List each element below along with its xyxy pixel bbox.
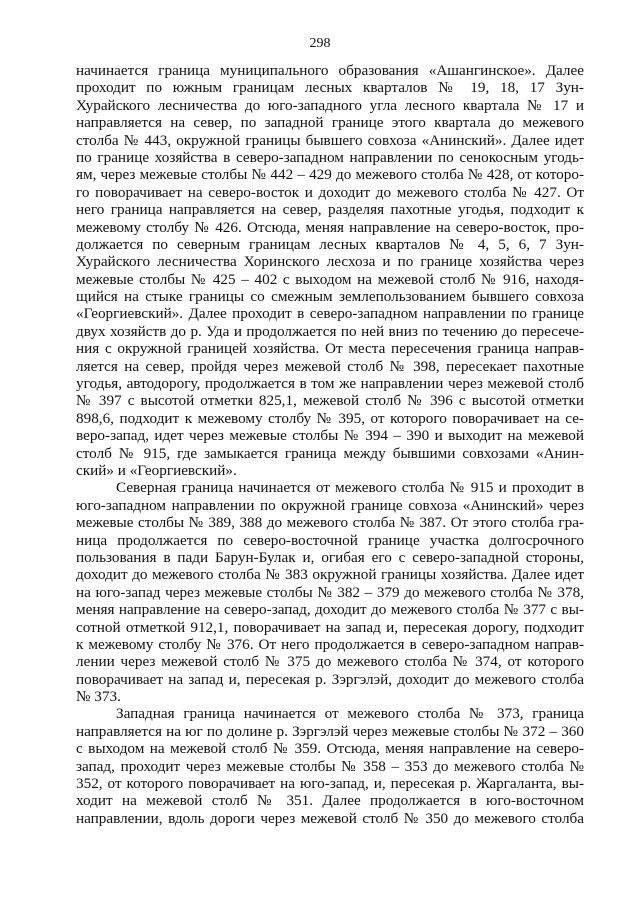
text-line: № 397 с высотой отметки 825,1, межевой столб № 396 с высотой отметки: [76, 392, 584, 410]
text-line: ния с окружной границей хозяйства. От места пересечения граница направ-: [76, 340, 584, 358]
text-line: межевому столбу № 426. Отсюда, меняя направление на северо-восток, про-: [76, 218, 584, 236]
text-line: «Георгиевский». Далее проходит в северо-западном направлении по границе: [76, 305, 584, 323]
text-line: межевые столбы № 425 – 402 с выходом на межевой столб № 916, находя-: [76, 270, 584, 288]
text-line: ходит на межевой столб № 351. Далее продолжается в юго-восточном: [76, 792, 584, 810]
text-line: ница продолжается по северо-восточной границе участка долгосрочного: [76, 531, 584, 549]
text-line: ям, через межевые столбы № 442 – 429 до межевого столба № 428, от которо-: [76, 166, 584, 184]
text-line: столб № 915, где замыкается граница между бывшими совхозами «Анин-: [76, 444, 584, 462]
text-line: начинается граница муниципального образования «Ашангинское». Далее: [76, 62, 584, 79]
text-line: пользования в пади Барун-Булак и, огибая его с северо-западной стороны,: [76, 548, 584, 566]
text-line: угодья, автодорогу, продолжается в том же направлении через межевой столб: [76, 375, 584, 393]
text-line: него граница направляется на север, разделяя пахотные угодья, подходит к: [76, 201, 584, 219]
text-line: веро-запад, идет через межевые столбы № 394 – 390 и выходит на межевой: [76, 427, 584, 445]
text-line: юго-западном направлении по окружной границе совхоза «Анинский» через: [76, 496, 584, 514]
text-line: направляется на север, по западной границе этого квартала до межевого: [76, 114, 584, 132]
text-line: Северная граница начинается от межевого столба № 915 и проходит в: [116, 479, 584, 497]
text-line: направлении, вдоль дороги через межевой столб № 350 до межевого столба: [76, 809, 584, 827]
text-line: проходит по южным границам лесных кварталов № 19, 18, 17 Зун-: [76, 79, 584, 97]
text-line: сотной отметкой 912,1, поворачивает на запад и, пересекая дорогу, подходит: [76, 618, 584, 636]
text-line: на юго-запад через межевые столбы № 382 – 379 до межевого столба № 378,: [76, 583, 584, 601]
text-line: направляется на юг по долине р. Зэргэлэй через межевые столбы № 372 – 360: [76, 722, 584, 740]
text-line: столба № 443, окружной границы бывшего совхоза «Анинский». Далее идет: [76, 131, 584, 149]
text-line: меняя направление на северо-запад, доходит до межевого столба № 377 с вы-: [76, 601, 584, 619]
text-line: ский» и «Георгиевский».: [76, 461, 237, 479]
text-line: Западная граница начинается от межевого столба № 373, граница: [116, 705, 584, 723]
text-line: по границе хозяйства в северо-западном направлении по сенокосным угодь-: [76, 148, 584, 166]
text-line: лении через межевой столб № 375 до межевого столба № 374, от которого: [76, 653, 584, 671]
text-line: го поворачивает на северо-восток и доходит до межевого столба № 427. От: [76, 183, 584, 201]
text-line: щийся на стыке границы со смежным землепользованием бывшего совхоза: [76, 288, 584, 306]
text-line: должается по северным границам лесных кварталов № 4, 5, 6, 7 Зун-: [76, 235, 584, 253]
text-line: № 373.: [76, 688, 121, 706]
document-body: [76, 62, 584, 827]
text-line: межевые столбы № 389, 388 до межевого столба № 387. От этого столба гра-: [76, 514, 584, 532]
text-line: 352, от которого поворачивает на юго-запад, и, пересекая р. Жаргаланта, вы-: [76, 775, 584, 793]
text-line: ляется на север, пройдя через межевой столб № 398, пересекает пахотные: [76, 357, 584, 375]
paragraph: [76, 479, 584, 705]
text-line: с выходом на межевой столб № 359. Отсюда, меняя направление на северо-: [76, 740, 584, 758]
page-number: 298: [309, 36, 331, 51]
text-line: поворачивает на запад и, пересекая р. Зэргэлэй, доходит до межевого столба: [76, 670, 584, 688]
text-line: Хурайского лесничества до юго-западного угла лесного квартала № 17 и: [76, 96, 584, 114]
text-line: двух хозяйств до р. Уда и продолжается по ней вниз по течению до пересече-: [76, 322, 584, 340]
text-line: запад, проходит через межевые столбы № 358 – 353 до межевого столба №: [76, 757, 584, 775]
text-line: доходит до межевого столба № 383 окружной границы хозяйства. Далее идет: [76, 566, 584, 584]
paragraph: [76, 62, 584, 479]
text-line: 898,6, подходит к межевому столбу № 395, от которого поворачивает на се-: [76, 409, 584, 427]
text-line: Хурайского лесничества Хоринского лесхоза и по границе хозяйства через: [76, 253, 584, 271]
text-line: к межевому столбу № 376. От него продолжается в северо-западном направ-: [76, 635, 584, 653]
paragraph: [76, 705, 584, 827]
